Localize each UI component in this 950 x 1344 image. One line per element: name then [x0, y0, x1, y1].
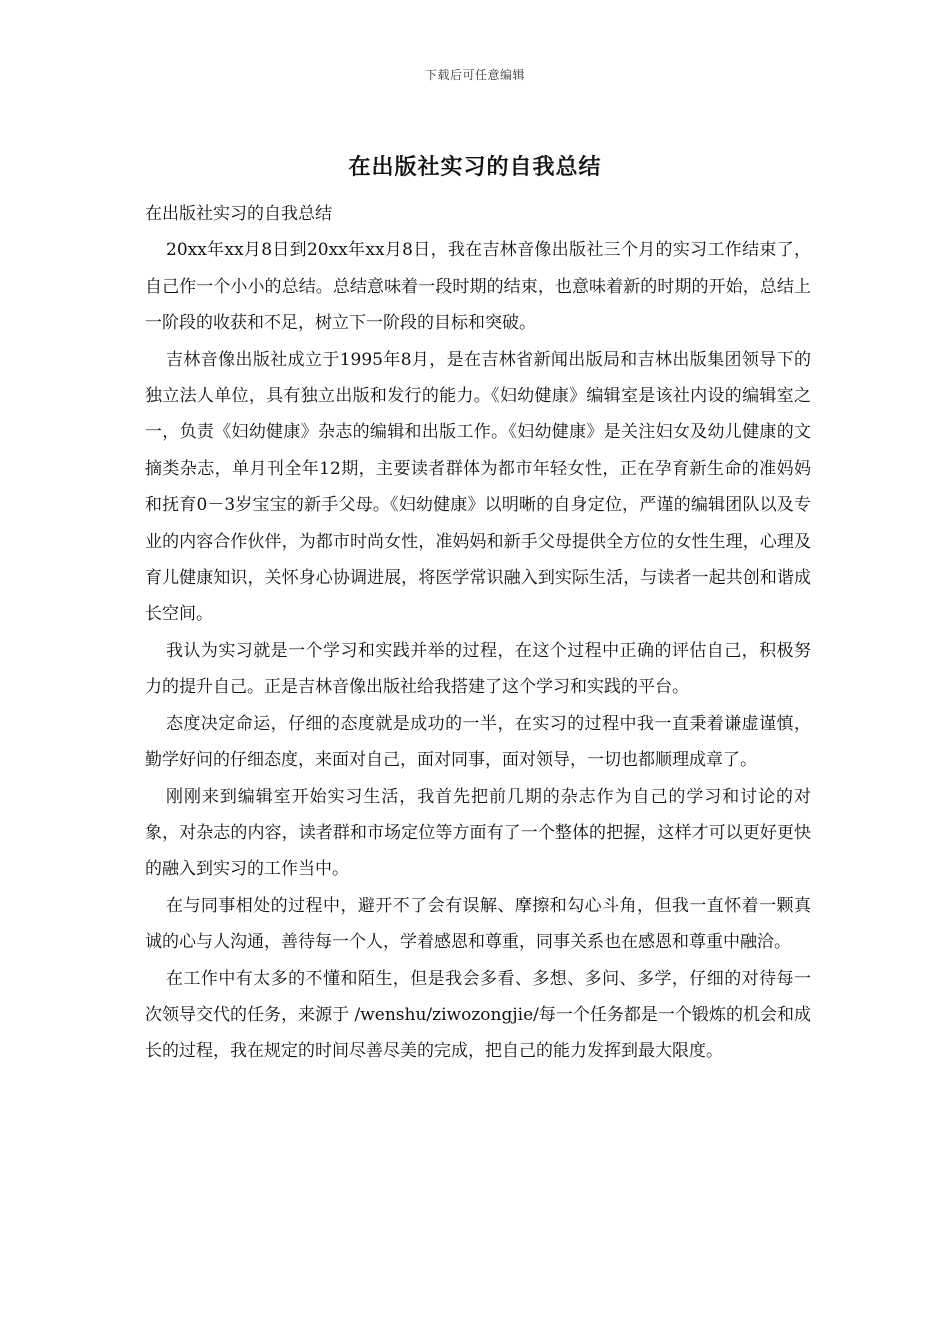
document-body — [145, 196, 811, 1070]
paragraph-publisher-intro: 吉林音像出版社成立于1995年8月，是在吉林省新闻出版局和吉林出版集团领导下的独立法人单位，具有独立出版和发行的能力。《妇幼健康》编辑室是该社内设的编辑室之一，负责《妇幼健康》杂志的编辑和出版工作。《妇幼健康》是关注妇女及幼儿健康的文摘类杂志，单月刊全年12期，主要读者群体为都市年轻女性，正在孕育新生命的准妈妈和抚育0－3岁宝宝的新手父母。《妇幼健康》以明晰的自身定位，严谨的编辑团队以及专业的内容合作伙伴，为都市时尚女性，准妈妈和新手父母提供全方位的女性生理，心理及育儿健康知识，关怀身心协调进展，将医学常识融入到实际生活，与读者一起共创和谐成长空间。 — [145, 349, 811, 625]
paragraph-learning-practice: 我认为实习就是一个学习和实践并举的过程，在这个过程中正确的评估自己，积极努力的提升自己。正是吉林音像出版社给我搭建了这个学习和实践的平台。 — [145, 640, 811, 698]
paragraph-colleagues: 在与同事相处的过程中，避开不了会有误解、摩擦和勾心斗角，但我一直怀着一颗真诚的心与人沟通，善待每一个人，学着感恩和尊重，同事关系也在感恩和尊重中融洽。 — [145, 895, 811, 953]
paragraph-attitude: 态度决定命运，仔细的态度就是成功的一半，在实习的过程中我一直秉着谦虚谨慎，勤学好问的仔细态度，来面对自己，面对同事，面对领导，一切也都顺理成章了。 — [145, 713, 811, 771]
paragraph-getting-started: 刚刚来到编辑室开始实习生活，我首先把前几期的杂志作为自己的学习和讨论的对象，对杂志的内容，读者群和市场定位等方面有了一个整体的把握，这样才可以更好更快的融入到实习的工作当中。 — [145, 786, 811, 880]
paragraph-internship-period: 20xx年xx月8日到20xx年xx月8日，我在吉林音像出版社三个月的实习工作结束了，自己作一个小小的总结。总结意味着一段时期的结束，也意味着新的时期的开始，总结上一阶段的收获和不足，树立下一阶段的目标和突破。 — [145, 240, 811, 334]
document-title: 在出版社实习的自我总结 — [348, 154, 602, 180]
document-subtitle: 在出版社实习的自我总结 — [145, 204, 332, 224]
page-header-note: 下载后可任意编辑 — [424, 68, 525, 82]
paragraph-work-tasks: 在工作中有太多的不懂和陌生，但是我会多看、多想、多问、多学，仔细的对待每一次领导交代的任务，来源于 /wenshu/ziwozongjie/每一个任务都是一个锻炼的机会和成长的过程，我在规定的时间尽善尽美的完成，把自己的能力发挥到最大限度。 — [145, 968, 811, 1062]
